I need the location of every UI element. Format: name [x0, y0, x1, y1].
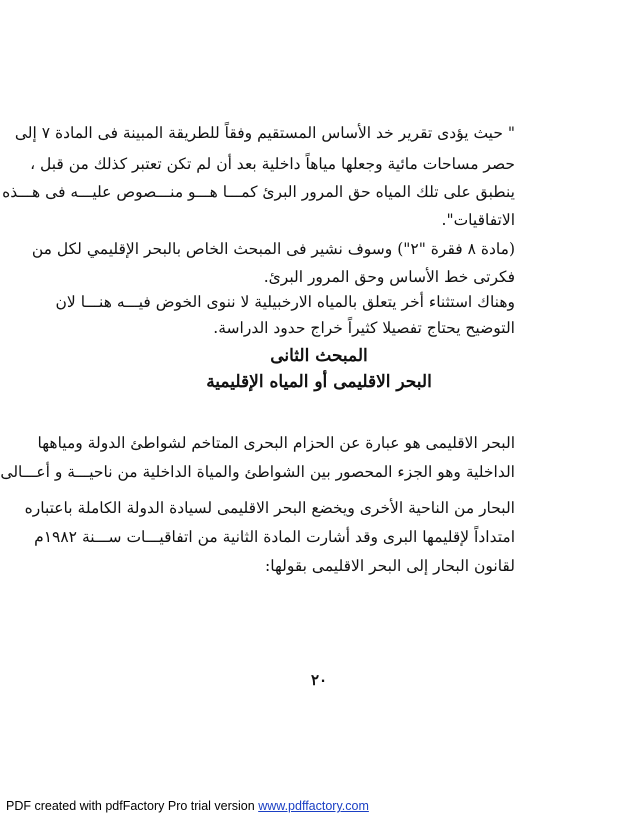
paragraph-line: لقانون البحار إلى البحر الاقليمى بقولها:	[265, 557, 515, 575]
paragraph-line: فكرتى خط الأساس وحق المرور البرئ.	[263, 268, 515, 286]
footer-link[interactable]: www.pdffactory.com	[258, 799, 369, 813]
paragraph-line: الاتفاقيات".	[441, 211, 515, 229]
paragraph-line: ينطبق على تلك المياه حق المرور البرئ كمـــا هـــو منـــصوص عليـــه فى هـــذه	[2, 183, 515, 201]
pdf-footer	[6, 799, 369, 813]
section-subheading: البحر الاقليمى أو المياه الإقليمية	[206, 372, 432, 392]
paragraph-line: (مادة ٨ فقرة "٢") وسوف نشير فى المبحث الخاص بالبحر الإقليمي لكل من	[31, 240, 515, 258]
paragraph-line: امتداداً لإقليمها البرى وقد أشارت المادة الثانية من اتفاقيـــات ســـنة ١٩٨٢م	[34, 528, 515, 546]
section-heading: المبحث الثانى	[270, 346, 368, 366]
paragraph-line: الداخلية وهو الجزء المحصور بين الشواطئ والمياة الداخلية من ناحيـــة و أعـــالى	[0, 463, 515, 481]
paragraph-line: حصر مساحات مائية وجعلها مياهاً داخلية بعد أن لم تكن تعتبر كذلك من قبل ،	[30, 155, 515, 173]
footer-text: PDF created with pdfFactory Pro trial version	[6, 799, 259, 813]
paragraph-line: " حيث يؤدى تقرير خد الأساس المستقيم وفقاً للطريقة المبينة فى المادة ٧ إلى	[14, 124, 515, 142]
paragraph-line: البحر الاقليمى هو عبارة عن الحزام البحرى المتاخم لشواطئ الدولة ومياهها	[37, 434, 515, 452]
paragraph-line: وهناك استثناء أخر يتعلق بالمياه الارخبيلية لا ننوى الخوض فيـــه هنـــا لان	[55, 293, 515, 311]
paragraph-line: البحار من الناحية الأخرى ويخضع البحر الاقليمى لسيادة الدولة الكاملة باعتباره	[24, 499, 515, 517]
page-number: ٢٠	[310, 671, 328, 689]
paragraph-line: التوضيح يحتاج تفصيلا كثيراً خراج حدود الدراسة.	[213, 319, 515, 337]
